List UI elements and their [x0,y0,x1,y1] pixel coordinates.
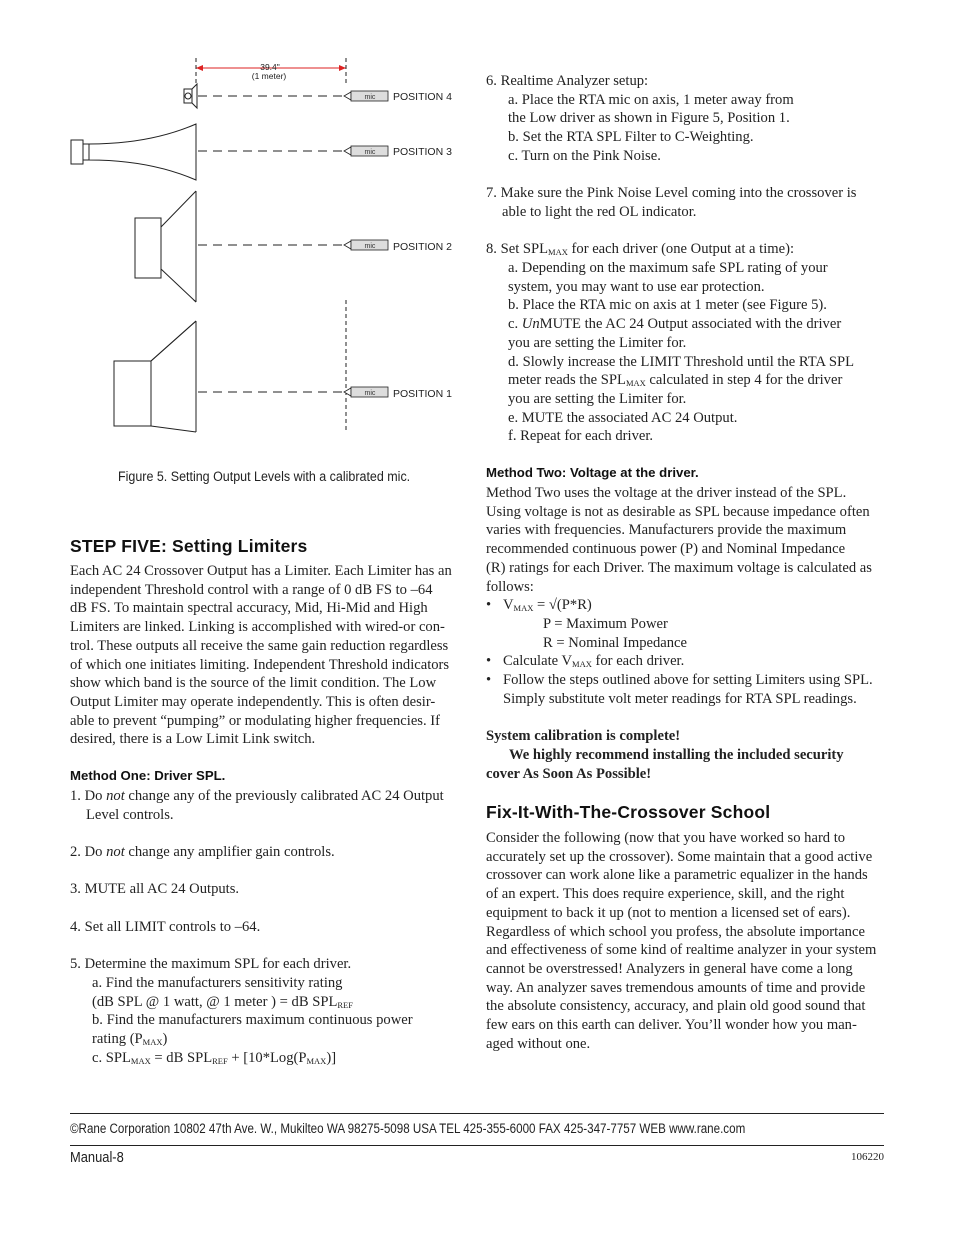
school-line: Regardless of which school you profess, the absolute importance [486,923,865,940]
step-1: 1. Do not change any of the previously calibrated AC 24 Output [70,788,444,804]
step-6: 6. Realtime Analyzer setup: [486,73,649,89]
figure-5-diagram-lower [60,300,480,440]
method-two-text [486,484,886,783]
intro-line: Limiters are linked. Linking is accomplished with wired-or con- [70,619,445,636]
position-1-label: POSITION 1 [393,388,452,400]
position-2-label: POSITION 2 [393,241,452,253]
step-6a-cont: the Low driver as shown in Figure 5, Position 1. [508,110,790,127]
intro-line: able to prevent “pumping” or modulating higher frequencies. If [70,712,440,729]
tweeter-driver [184,84,197,108]
document-code: 106220 [851,1151,884,1163]
school-line: of an expert. This does require experience, skill, and the right [486,886,845,903]
bullet-calculate: • Calculate $V_{MAX}$ for each driver. [486,653,685,670]
step-6b: b. Set the RTA SPL Filter to C-Weighting. [508,129,754,146]
bullet-vmax: • $V_{MAX} = √(P*R)$ [486,597,592,614]
position-4-label: POSITION 4 [393,91,452,103]
distance-sublabel: (1 meter) [251,71,287,81]
svg-text:mic: mic [364,243,376,250]
footer-rule-top [70,1113,884,1114]
step-8c-cont: you are setting the Limiter for. [508,334,687,351]
step-7-cont: able to light the red OL indicator. [502,203,697,220]
step-5b-cont: rating $(P_{MAX})$ [92,1031,168,1048]
step-5a-formula: (dB SPL @ 1 watt, @ 1 meter ) = dB $SPL_{REF}$ [92,993,353,1010]
mid-driver [135,191,196,302]
step-6c: c. Turn on the Pink Noise. [508,147,661,164]
method-one-steps [70,787,480,1067]
step-5b: b. Find the manufacturers maximum continuous power [92,1012,413,1029]
intro-line: show which band is the source of the limit condition. The Low [70,675,437,692]
method-two-line: recommended continuous power (P) and Nominal Impedance [486,541,846,558]
method-two-line: varies with frequencies. Manufacturers provide the maximum [486,522,847,539]
step-4: 4. Set all LIMIT controls to –64. [70,918,261,935]
intro-line: Output Limiter may operate independently. This is often desir- [70,693,436,710]
footer-address: ©Rane Corporation 10802 47th Ave. W., Mukilteo WA 98275-5098 USA TEL 425-355-6000 FAX 425-347-7757 WEB www.rane.com [70,1121,746,1136]
dimension-arrow-right [339,65,346,71]
bullet-vmax-p: P = Maximum Power [543,615,668,632]
school-line: Consider the following (now that you have worked so hard to [486,830,846,846]
svg-text:mic: mic [364,149,376,156]
low-driver-shape [114,321,196,432]
bullet-follow-cont: Simply substitute volt meter readings for RTA SPL readings. [503,690,857,707]
step-8e: e. MUTE the associated AC 24 Output. [508,409,738,426]
crossover-school-text [486,829,886,1053]
step-6a: a. Place the RTA mic on axis, 1 meter away from [508,91,794,108]
school-line: crossover can work alone like a parametric equalizer in the hands [486,867,868,884]
calibration-complete: System calibration is complete! [486,728,681,745]
method-two-heading: Method Two: Voltage at the driver. [486,465,699,480]
svg-text:mic: mic [364,94,376,101]
intro-line: of which one initiates limiting. Independent Threshold indicators [70,656,450,673]
mid-driver-lower [161,300,196,302]
step-five-heading: STEP FIVE: Setting Limiters [70,536,308,556]
step-8b: b. Place the RTA mic on axis at 1 meter (see Figure 5). [508,297,827,314]
step-5c: c. $SPL_{MAX}$ = dB $SPL_{REF} + [10*Log(P_{MAX})]$ [92,1049,337,1066]
security-cover-note-cont: cover As Soon As Possible! [486,765,652,782]
step-7: 7. Make sure the Pink Noise Level coming into the crossover is [486,185,857,202]
step-5a: a. Find the manufacturers sensitivity rating [92,974,343,991]
school-line: the absolute consistency, accuracy, and plain old good sound that [486,998,866,1015]
method-two-line: follows: [486,578,534,595]
method-two-line: (R) ratings for each Driver. The maximum voltage is calculated as [486,559,872,576]
left-column-text [70,562,480,749]
school-line: way. An analyzer saves tremendous amounts of time and provide [486,979,866,996]
bullet-follow: • Follow the steps outlined above for setting Limiters using SPL. [486,672,873,689]
position-3-label: POSITION 3 [393,146,452,158]
school-line: equipment to back it up (not to mention a licensed set of ears). [486,904,851,921]
step-5: 5. Determine the maximum SPL for each driver. [70,956,352,973]
intro-line: dB FS. To maintain spectral accuracy, Mid, Hi-Mid and High [70,600,428,617]
school-line: accurately set up the crossover). Some maintain that a good active [486,848,873,865]
intro-line: desired, there is a Low Limit Link switch. [70,731,316,748]
footer-rule-bottom [70,1145,884,1146]
school-line: cannot be overstressed! Analyzers in general have come a long [486,960,853,977]
step-8: 8. Set $SPL_{MAX}$ for each driver (one Output at a time): [486,241,795,258]
intro-line: trol. These outputs all receive the same gain reduction regardless [70,637,449,654]
step-8d-cont: meter reads the $SPL_{MAX}$ calculated in step 4 for the driver [508,372,843,389]
dimension-arrow-left [196,65,203,71]
crossover-school-heading: Fix-It-With-The-Crossover School [486,802,771,822]
step-8a-cont: system, you may want to use ear protection. [508,278,765,295]
distance-label: 39.4" [260,62,280,72]
horn-driver [71,124,196,180]
method-two-line: Using voltage is not as desirable as SPL because impedance often [486,503,870,520]
intro-line: Each AC 24 Crossover Output has a Limiter. Each Limiter has an [70,563,452,579]
svg-text:mic: mic [364,390,376,397]
school-line: few ears on this earth can deliver. You’ll wonder how you man- [486,1017,857,1034]
school-line: and effectiveness of some kind of realtime analyzer in your system [486,942,877,959]
bullet-vmax-r: R = Nominal Impedance [543,634,687,651]
step-2: 2. Do not change any amplifier gain controls. [70,844,335,861]
mic-position-2 [344,240,388,250]
step-3: 3. MUTE all AC 24 Outputs. [70,881,240,898]
step-8d-cont2: you are setting the Limiter for. [508,390,687,407]
right-column-steps [486,72,886,446]
step-8f: f. Repeat for each driver. [508,428,654,445]
mic-position-3 [344,146,388,156]
school-line: aged without one. [486,1035,591,1052]
method-one-heading: Method One: Driver SPL. [70,768,226,783]
page-number: Manual-8 [70,1149,124,1166]
step-8d: d. Slowly increase the LIMIT Threshold until the RTA SPL [508,353,855,370]
step-8a: a. Depending on the maximum safe SPL rating of your [508,260,828,276]
step-1-cont: Level controls. [86,806,174,823]
figure-caption: Figure 5. Setting Output Levels with a calibrated mic. [118,469,411,485]
step-8c: c. UnMUTE the AC 24 Output associated with the driver [508,316,842,333]
security-cover-note: We highly recommend installing the included security [509,746,844,763]
mic-position-4 [344,91,388,101]
mic-position-1 [344,387,388,397]
method-two-line: Method Two uses the voltage at the driver instead of the SPL. [486,485,847,501]
intro-line: independent Threshold control with a range of 0 dB FS to –64 [70,581,433,598]
